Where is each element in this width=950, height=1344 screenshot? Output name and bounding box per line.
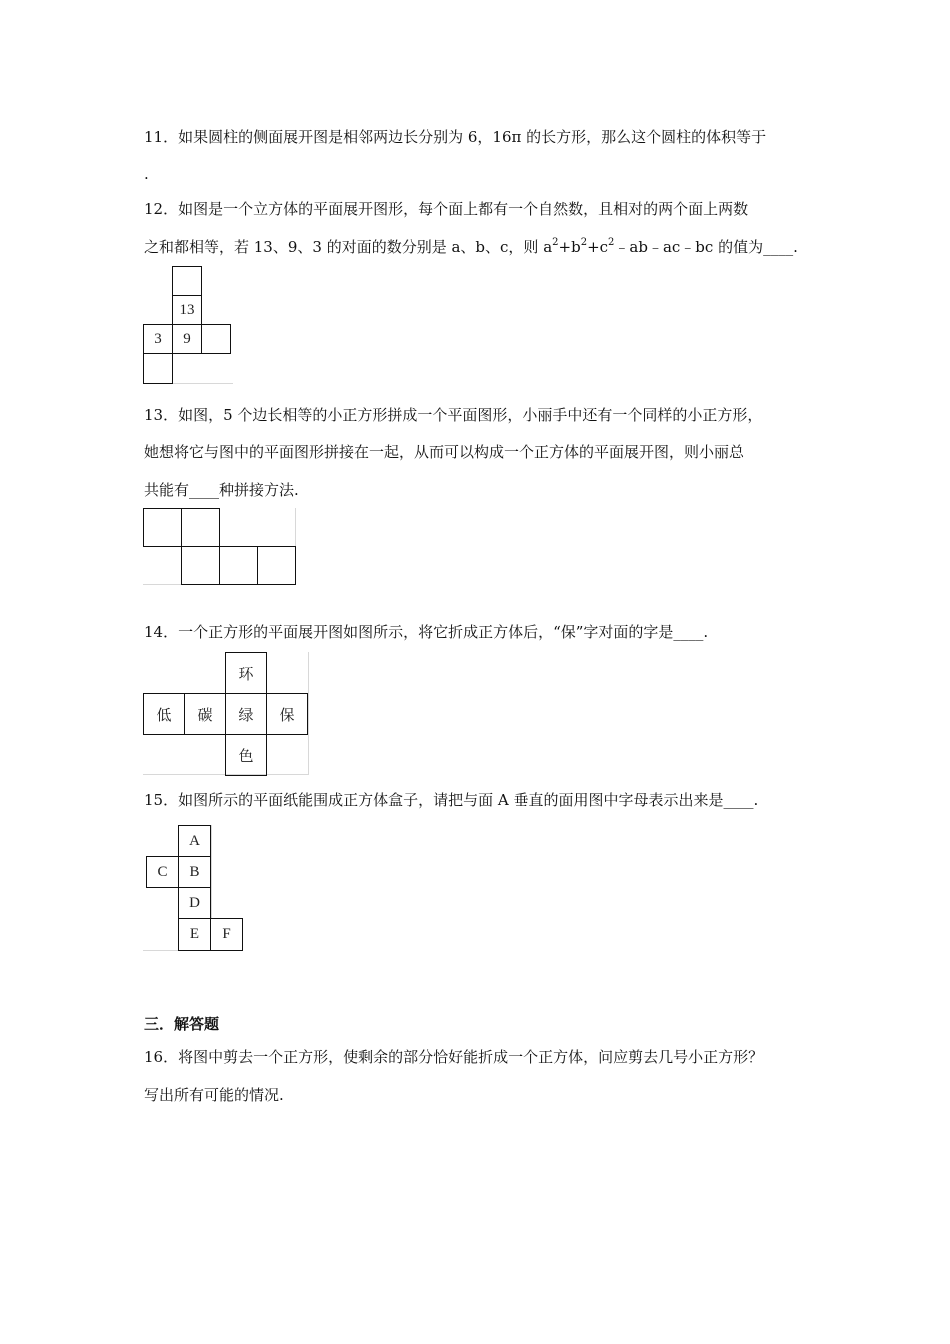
q11-line-2: .	[144, 165, 149, 183]
q13-squares-figure	[143, 508, 298, 588]
net-cell-bao: 保	[266, 693, 308, 735]
square-cell	[143, 508, 182, 547]
net-cell-b: B	[178, 856, 211, 888]
q12-line-2-pre: 之和都相等，若 13、9、3 的对面的数分别是 a、b、c，则 a	[144, 238, 553, 256]
net-cell-3: 3	[143, 324, 173, 354]
net-cell-tan: 碳	[184, 693, 226, 735]
q13-line-1: 13．如图，5 个边长相等的小正方形拼成一个平面图形，小丽手中还有一个同样的小正方形，	[144, 406, 763, 424]
net-cell-blank	[201, 324, 231, 354]
figure-edge-line	[308, 652, 309, 775]
q14-line-1: 14．一个正方形的平面展开图如图所示，将它折成正方体后，“保”字对面的字是____.	[144, 623, 709, 641]
square-cell	[181, 546, 220, 585]
net-cell-c: C	[146, 856, 179, 888]
net-cell-f: F	[210, 918, 243, 951]
figure-edge-line	[143, 584, 183, 585]
q16-line-2: 写出所有可能的情况.	[144, 1086, 284, 1104]
q14-cube-net-figure	[143, 652, 311, 778]
q12-mid-b: +b	[558, 238, 581, 256]
net-cell-9: 9	[172, 324, 202, 354]
q13-line-3: 共能有____种拼接方法.	[144, 481, 299, 499]
net-cell-a: A	[178, 825, 211, 857]
q12-cube-net-figure	[143, 266, 233, 386]
net-cell-se: 色	[225, 734, 267, 776]
section-title-answers: 三．解答题	[144, 1015, 220, 1033]
figure-edge-line	[295, 508, 296, 548]
net-cell-13: 13	[172, 295, 202, 325]
q15-line-1: 15．如图所示的平面纸能围成正方体盒子，请把与面 A 垂直的面用图中字母表示出来是____.	[144, 791, 759, 809]
q12-line-2-post: ﹣ab﹣ac﹣bc 的值为____.	[614, 238, 798, 256]
q15-cube-net-figure	[143, 825, 246, 953]
figure-edge-line	[211, 825, 212, 919]
square-cell	[181, 508, 220, 547]
square-cell	[257, 546, 296, 585]
q12-sup-b: 2	[580, 237, 588, 248]
net-cell-d: D	[178, 887, 211, 919]
q12-line-2	[144, 237, 798, 257]
q12-mid-c: +c	[587, 238, 609, 256]
q16-line-1: 16．将图中剪去一个正方形，使剩余的部分恰好能折成一个正方体，问应剪去几号小正方形？	[144, 1048, 764, 1066]
net-cell-e: E	[178, 918, 211, 951]
square-cell	[219, 546, 258, 585]
figure-edge-line	[143, 950, 179, 951]
q13-line-2: 她想将它与图中的平面图形拼接在一起，从而可以构成一个正方体的平面展开图，则小丽总	[144, 443, 745, 461]
q11-line-1: 11．如果圆柱的侧面展开图是相邻两边长分别为 6，16π 的长方形，那么这个圆柱的体积等于	[144, 128, 767, 146]
q12-sup-c: 2	[608, 237, 615, 248]
net-cell-huan: 环	[225, 652, 267, 694]
net-cell-lv: 绿	[225, 693, 267, 735]
net-cell-blank	[172, 266, 202, 296]
net-cell-blank	[143, 353, 173, 384]
q12-sup-a: 2	[552, 237, 559, 248]
net-cell-di: 低	[143, 693, 185, 735]
q12-line-1: 12．如图是一个立方体的平面展开图形，每个面上都有一个自然数，且相对的两个面上两数	[144, 200, 749, 218]
